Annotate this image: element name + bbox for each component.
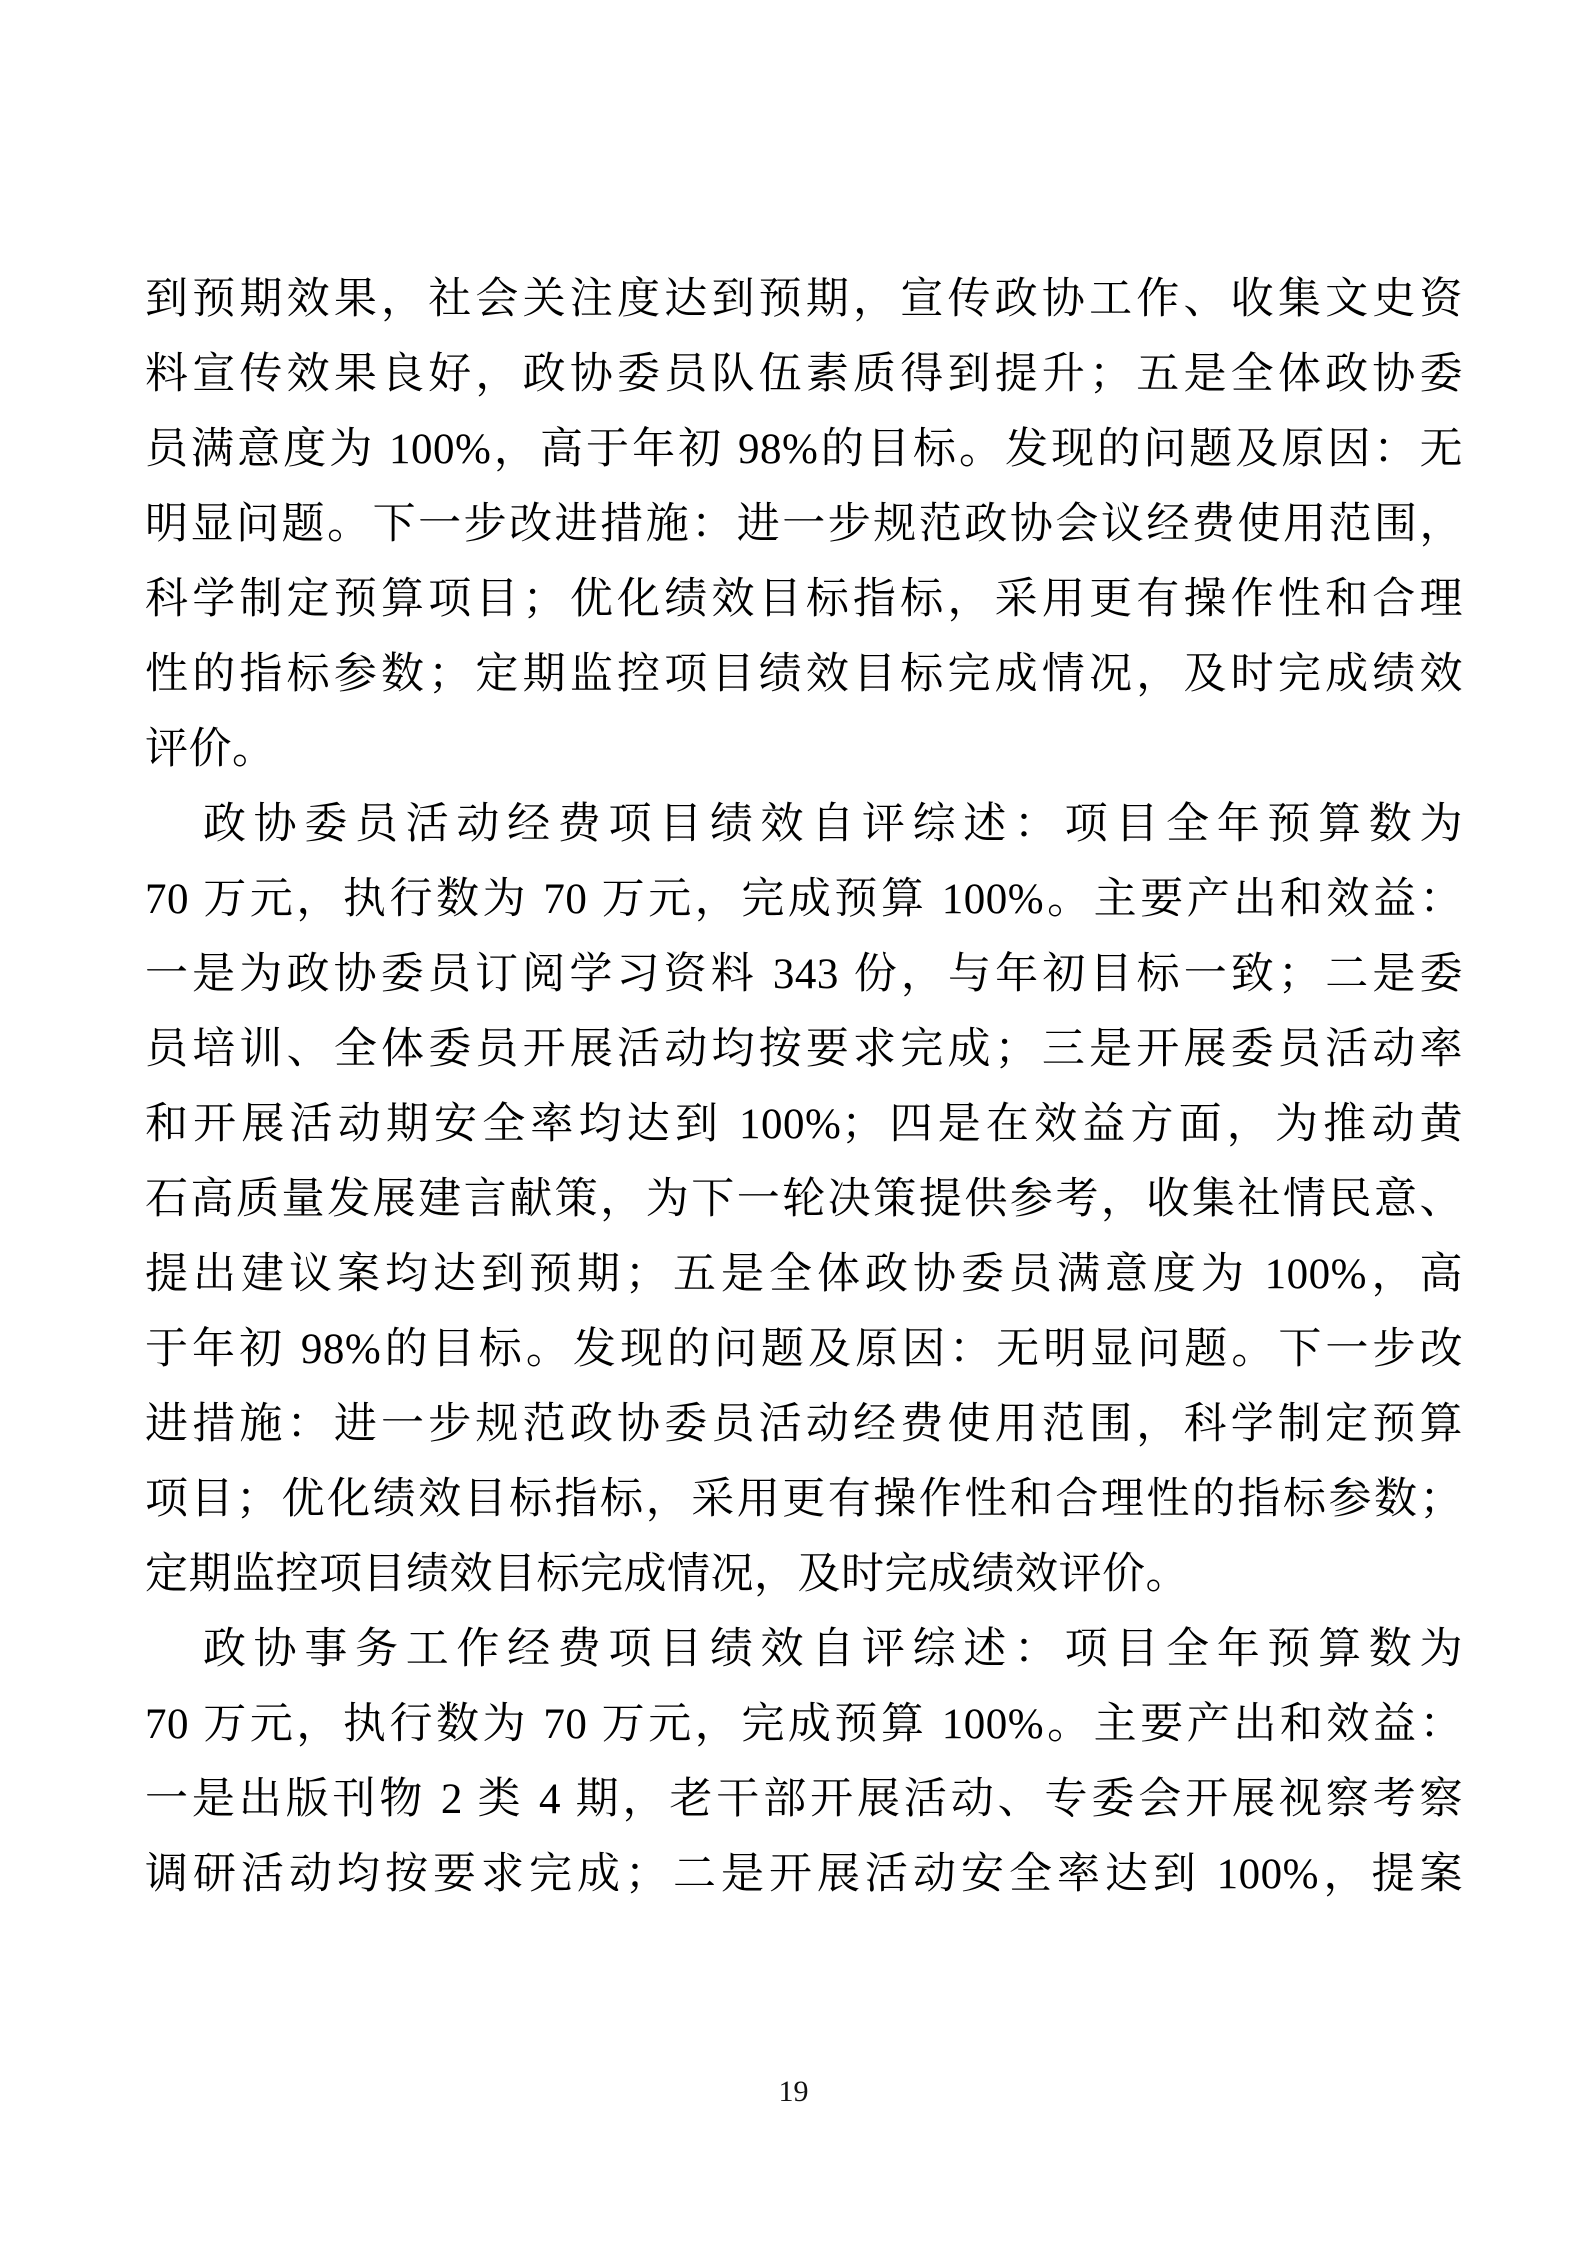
- text-line: 性的指标参数；定期监控项目绩效目标完成情况，及时完成绩效: [145, 651, 1463, 698]
- page-number: 19: [778, 2075, 809, 2108]
- text-line: 调研活动均按要求完成；二是开展活动安全率达到 100%，提案: [145, 1851, 1463, 1898]
- text-line: 到预期效果，社会关注度达到预期，宣传政协工作、收集文史资: [145, 276, 1463, 323]
- text-line: 和开展活动期安全率均达到 100%；四是在效益方面，为推动黄: [145, 1101, 1463, 1148]
- paragraph-2: [145, 787, 1463, 1612]
- text-line: 政协事务工作经费项目绩效自评综述：项目全年预算数为: [203, 1626, 1463, 1673]
- text-line: 一是出版刊物 2 类 4 期，老干部开展活动、专委会开展视察考察: [145, 1776, 1463, 1823]
- text-line: 于年初 98%的目标。发现的问题及原因：无明显问题。下一步改: [145, 1326, 1463, 1373]
- paragraph-1: [145, 262, 1463, 787]
- text-line: 政协委员活动经费项目绩效自评综述：项目全年预算数为: [203, 801, 1463, 848]
- text-line: 70 万元，执行数为 70 万元，完成预算 100%。主要产出和效益：: [145, 876, 1463, 923]
- text-line: 评价。: [145, 726, 276, 773]
- text-line: 进措施：进一步规范政协委员活动经费使用范围，科学制定预算: [145, 1401, 1463, 1448]
- text-line: 定期监控项目绩效目标完成情况，及时完成绩效评价。: [145, 1551, 1189, 1598]
- text-line: 料宣传效果良好，政协委员队伍素质得到提升；五是全体政协委: [145, 351, 1463, 398]
- text-line: 项目；优化绩效目标指标，采用更有操作性和合理性的指标参数；: [145, 1476, 1463, 1523]
- text-line: 石高质量发展建言献策，为下一轮决策提供参考，收集社情民意、: [145, 1176, 1463, 1223]
- text-line: 科学制定预算项目；优化绩效目标指标，采用更有操作性和合理: [145, 576, 1463, 623]
- paragraph-3: [145, 1612, 1463, 1912]
- text-line: 70 万元，执行数为 70 万元，完成预算 100%。主要产出和效益：: [145, 1701, 1463, 1748]
- text-line: 明显问题。下一步改进措施：进一步规范政协会议经费使用范围，: [145, 501, 1463, 548]
- text-line: 员满意度为 100%，高于年初 98%的目标。发现的问题及原因：无: [145, 426, 1463, 473]
- text-line: 提出建议案均达到预期；五是全体政协委员满意度为 100%，高: [145, 1251, 1463, 1298]
- text-line: 员培训、全体委员开展活动均按要求完成；三是开展委员活动率: [145, 1026, 1463, 1073]
- text-line: 一是为政协委员订阅学习资料 343 份，与年初目标一致；二是委: [145, 951, 1463, 998]
- document-text-block: [145, 262, 1463, 1912]
